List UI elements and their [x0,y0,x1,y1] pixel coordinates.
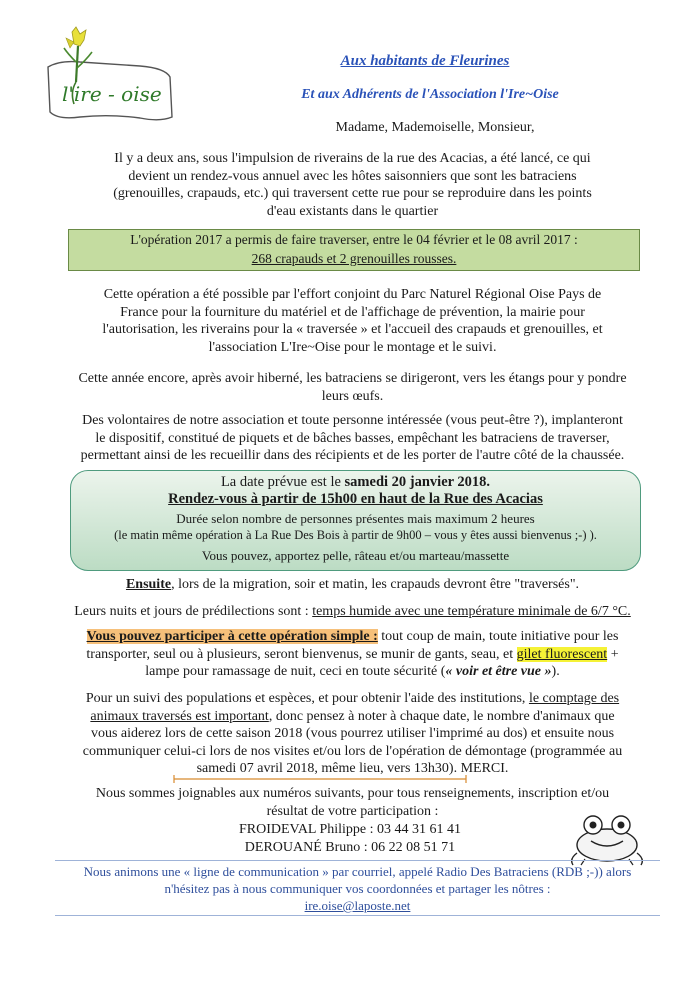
participate-text: lampe pour ramassage de nuit, ceci en toute sécurité ( [145,664,446,679]
salutation: Madame, Mademoiselle, Monsieur, [335,120,535,135]
counting-emphasis: animaux traversés est important [90,708,269,724]
email-address[interactable]: ire.oise@laposte.net [304,898,411,913]
iris-flower-icon [40,22,180,132]
intro-paragraph [50,150,655,220]
this-year-paragraph [50,370,655,405]
counting-text: , donc pensez à noter à chaque date, le nombre d'animaux que [268,708,615,724]
intro-line: (grenouilles, crapauds, etc.) qui traversent cette rue pour se reproduire dans les points [113,186,592,201]
migration-line [50,576,655,594]
volunteers-paragraph [50,412,655,465]
letter-title: Aux habitants de Fleurines [340,53,510,69]
participate-line-1 [50,628,655,646]
contact-person-1: FROIDEVAL Philippe : 03 44 31 61 41 [238,822,462,837]
morning-operation-line: (le matin même opération à La Rue Des Bois à partir de 9h00 – vous y êtes aussi bienvenus ;-) ). [114,528,597,542]
migration-bold: Ensuite [125,577,172,592]
partners-paragraph [50,286,655,356]
counting-line-3: vous aiderez lors de cette saison 2018 (vous pourrez utiliser l'imprimé au dos) et ensuite nous [90,726,615,741]
participate-text: transporter, seul ou à plusieurs, seront bienvenus, se munir de gants, seau, et [86,646,517,662]
weather-line [50,603,655,621]
this-year-line: leurs œufs. [321,388,384,404]
email-link[interactable] [55,897,660,914]
this-year-line: Cette année encore, après avoir hiberné, les batraciens se dirigeront, vers les étangs pour y pondre [78,371,627,386]
newsletter-line: n'hésitez pas à nous communiquer vos coordonnées et partager les nôtres : [164,881,551,896]
contact-line: Nous sommes joignables aux numéros suivants, pour tous renseignements, inscription et/ou [95,786,610,801]
result-line: L'opération 2017 a permis de faire traverser, entre le 04 février et le 08 avril 2017 : [130,232,578,247]
meeting-point: Rendez-vous à partir de 15h00 en haut de la Rue des Acacias [168,491,543,507]
intro-line: devient un rendez-vous annuel avec les hôtes saisonniers que sont les batraciens [128,168,577,184]
partners-line: Cette opération a été possible par l'effort conjoint du Parc Naturel Régional Oise Pays de [103,287,602,302]
participate-line-2 [50,646,655,664]
date-prefix: La date prévue est le [220,474,345,490]
tools-line: Vous pouvez, apportez pelle, râteau et/ou marteau/massette [201,548,510,563]
volunteers-line: Des volontaires de notre association et toute personne intéressée (vous peut-être ?), implanteront [82,413,623,428]
volunteers-line: le dispositif, constitué de piquets et de bâches basses, empêchant les batraciens de traverser, [95,430,610,446]
newsletter-box [55,860,660,916]
date-line [71,474,640,491]
separator-line [170,774,470,784]
counting-text: Pour un suivi des populations et espèces, et pour obtenir l'aide des institutions, [85,691,529,706]
weather-prefix: Leurs nuits et jours de prédilections sont : [74,604,313,619]
event-date: samedi 20 janvier 2018. [344,474,491,490]
participate-line-3 [50,663,655,681]
gilet-highlight: gilet fluorescent [516,646,608,662]
letter-subtitle: Et aux Adhérents de l'Association l'Ire~Oise [301,87,559,102]
migration-text: , lors de la migration, soir et matin, les crapauds devront être "traversés". [171,577,580,592]
counting-emphasis: le comptage des [528,691,620,706]
newsletter-line: Nous animons une « ligne de communication » par courriel, appelé Radio Des Batraciens (RDB ;-)) alors [83,864,632,879]
counting-paragraph [50,690,655,778]
counting-line-2 [50,708,655,726]
weather-condition: temps humide avec une température minimale de 6/7 °C. [312,604,631,619]
duration-line: Durée selon nombre de personnes présentes mais maximum 2 heures [176,511,535,526]
participate-highlight: Vous pouvez participer à cette opération simple : [86,629,378,644]
counting-line-5: samedi 07 avril 2018, même lieu, vers 13h30). MERCI. [196,761,509,776]
intro-line: Il y a deux ans, sous l'impulsion de riverains de la rue des Acacias, a été lancé, ce qui [114,151,591,166]
participate-text: ). [551,664,560,679]
frog-icon [565,805,650,867]
participate-paragraph [50,628,655,681]
contact-person-2: DEROUANÉ Bruno : 06 22 08 51 71 [244,840,456,855]
contact-line: résultat de votre participation : [266,803,439,819]
partners-line: l'autorisation, les riverains pour la « traversée » et l'accueil des crapauds et grenouilles, et [102,322,603,337]
intro-line: d'eau existants dans le quartier [266,203,439,219]
participate-text: tout coup de main, toute initiative pour les [377,629,619,644]
result-count: 268 crapauds et 2 grenouilles rousses. [251,251,457,266]
counting-line-4: communiquer celui-ci lors de nos visites et/ou lors de l'opération de démontage (programmée au [82,743,623,759]
partners-line: France pour la fourniture du matériel et de l'affichage de prévention, la mairie pour [120,304,585,320]
result-box [68,229,640,271]
logo-text: l'ire - oise [62,82,162,106]
date-box [70,470,641,571]
counting-line-1 [50,690,655,708]
participate-text: + [607,646,619,662]
partners-line: l'association L'Ire~Oise pour le montage et le suivi. [208,339,497,355]
safety-motto: « voir et être vue » [445,664,552,679]
association-logo [40,22,180,132]
volunteers-line: permettant ainsi de les recueillir dans des récipients et de les porter de l'autre côté de la chaussée. [80,448,625,463]
